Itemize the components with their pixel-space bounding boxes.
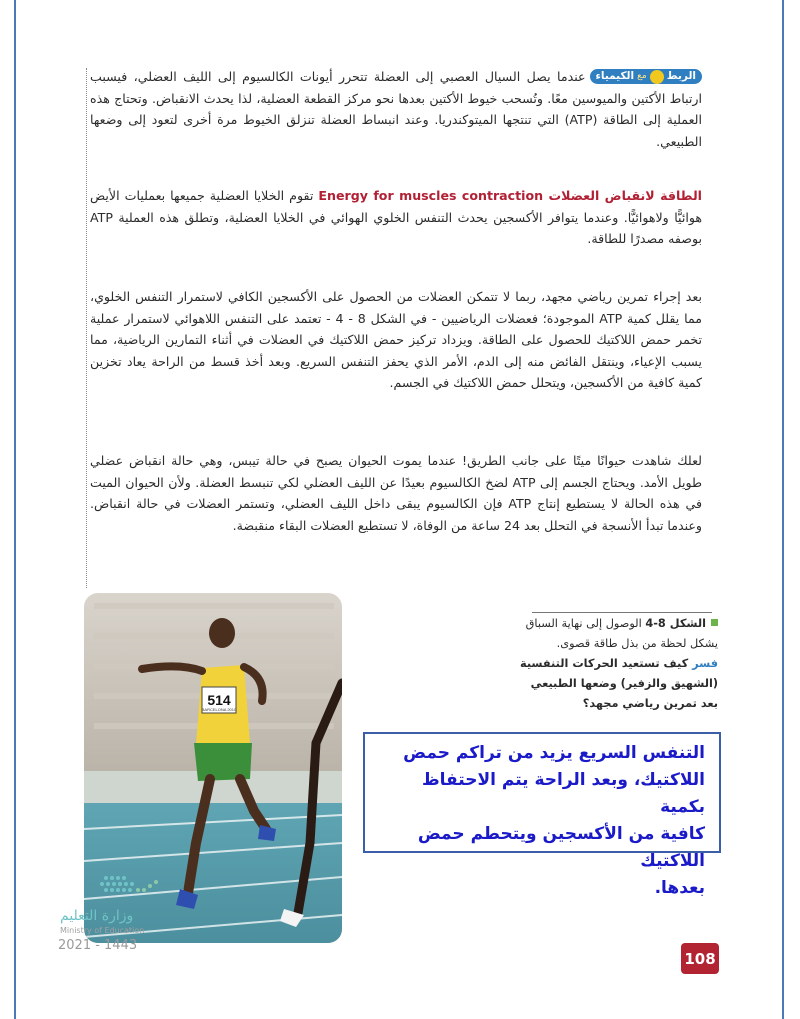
ministry-name-english: Ministry of Education xyxy=(60,926,145,935)
page-number: 108 xyxy=(681,943,719,974)
chemistry-link-badge: الربط مع الكيمياء xyxy=(590,69,702,84)
paragraph-3-text: بعد إجراء تمرين رياضي مجهد، ربما لا تتمكن العضلات من الحصول على الأكسجين الكافي لاستمرار التنفس الخلوي، مما يقلل كمية ATP الموجودة؛ فعضلات الرياضيين - في الشكل 8 - 4 - تعتمد على التنفس اللاهوائي لاستمرار عملية تخمر حمض اللاكتيك للحصول على الطاقة. ويزداد تركيز حمض اللاكتيك في العضلات في أثناء التمارين الرياضية، مما يسبب الإعياء، وينتقل الفائض منه إلى الدم، الأمر الذي يحفز التنفس السريع. وبعد أخذ قسط من الراحة يعاد تخزين كمية كافية من الأكسجين، ويتحلل حمض اللاكتيك في الجسم. xyxy=(90,289,702,391)
ministry-logo xyxy=(58,870,170,956)
ministry-emblem-icon xyxy=(58,870,170,910)
page-frame-left xyxy=(14,0,16,1019)
figure-label: الشكل 8-4 xyxy=(645,617,706,630)
page-frame-right xyxy=(782,0,784,1019)
answer-line: اللاكتيك، وبعد الراحة يتم الاحتفاظ بكمية xyxy=(422,770,705,817)
paragraph-energy xyxy=(90,185,702,250)
task-word: فسر xyxy=(692,657,718,670)
ministry-name-arabic: وزارة التعليم xyxy=(60,908,134,924)
caption-rule xyxy=(532,612,712,613)
bib-number: 514 xyxy=(207,692,231,708)
figure-question: كيف تستعيد الحركات التنفسية (الشهيق والزفير) وضعها الطبيعي بعد تمرين رياضي مجهد؟ xyxy=(519,657,718,710)
paragraph-exercise xyxy=(90,286,702,394)
bib-text: BARCELONA 2010 xyxy=(201,707,237,712)
figure-caption xyxy=(518,614,718,714)
paragraph-2-text: تقوم الخلايا العضلية جميعها بعمليات الأيض هوائيًّا ولاهوائيًّا. وعندما يتوافر الأكسجين يحدث التنفس الخلوي الهوائي في الخلايا العضلية، وتطلق هذه العملية ATP بوصفه مصدرًا للطاقة. xyxy=(90,188,702,247)
answer-line: كافية من الأكسجين ويتحطم حمض اللاكتيك xyxy=(417,824,705,871)
square-bullet-icon xyxy=(711,619,718,626)
paragraph-chemistry-link xyxy=(90,66,702,152)
paragraph-4-text: لعلك شاهدت حيوانًا ميتًا على جانب الطريق! عندما يموت الحيوان يصبح في حالة تيبس، وهي حالة انقباض عضلي طويل الأمد. ويحتاج الجسم إلى ATP لضخ الكالسيوم بعيدًا عن الليف العضلي لكي تنبسط العضلة. ولأن الحيوان الميت في هذه الحالة لا يستطيع إنتاج ATP فإن الكالسيوم يبقى داخل الليف العضلي، وتستمر العضلات في حالة انقباض. وعندما تبدأ الأنسجة في التحلل بعد 24 ساعة من الوفاة، لا تستطيع العضلات البقاء منقبضة. xyxy=(90,453,702,533)
paragraph-1-text: عندما يصل السيال العصبي إلى العضلة تتحرر أيونات الكالسيوم إلى الليف العضلي، فيسبب ارتباط الأكتين والميوسين معًا. وتُسحب خيوط الأكتين بعدها نحو مركز القطعة العضلية، لذا يحدث الانقباض. وتحتاج هذه العملية إلى الطاقة (ATP) التي تنتجها الميتوكندريا. وعند انبساط العضلة تنزلق الخيوط مرة أخرى لتعود إلى وضعها الطبيعي. xyxy=(90,69,702,149)
answer-line: التنفس السريع يزيد من تراكم حمض xyxy=(403,743,705,763)
answer-line: بعدها. xyxy=(654,878,705,898)
column-divider xyxy=(86,68,87,588)
edition-year: 2021 - 1443 xyxy=(58,938,138,953)
paragraph-rigor xyxy=(90,450,702,536)
section-heading: الطاقة لانقباض العضلات Energy for muscles contraction xyxy=(318,188,702,203)
flask-icon xyxy=(650,70,664,84)
figure-text: الوصول إلى نهاية السباق يشكل لحظة من بذل طاقة قصوى. xyxy=(525,617,718,650)
answer-box xyxy=(363,732,721,898)
